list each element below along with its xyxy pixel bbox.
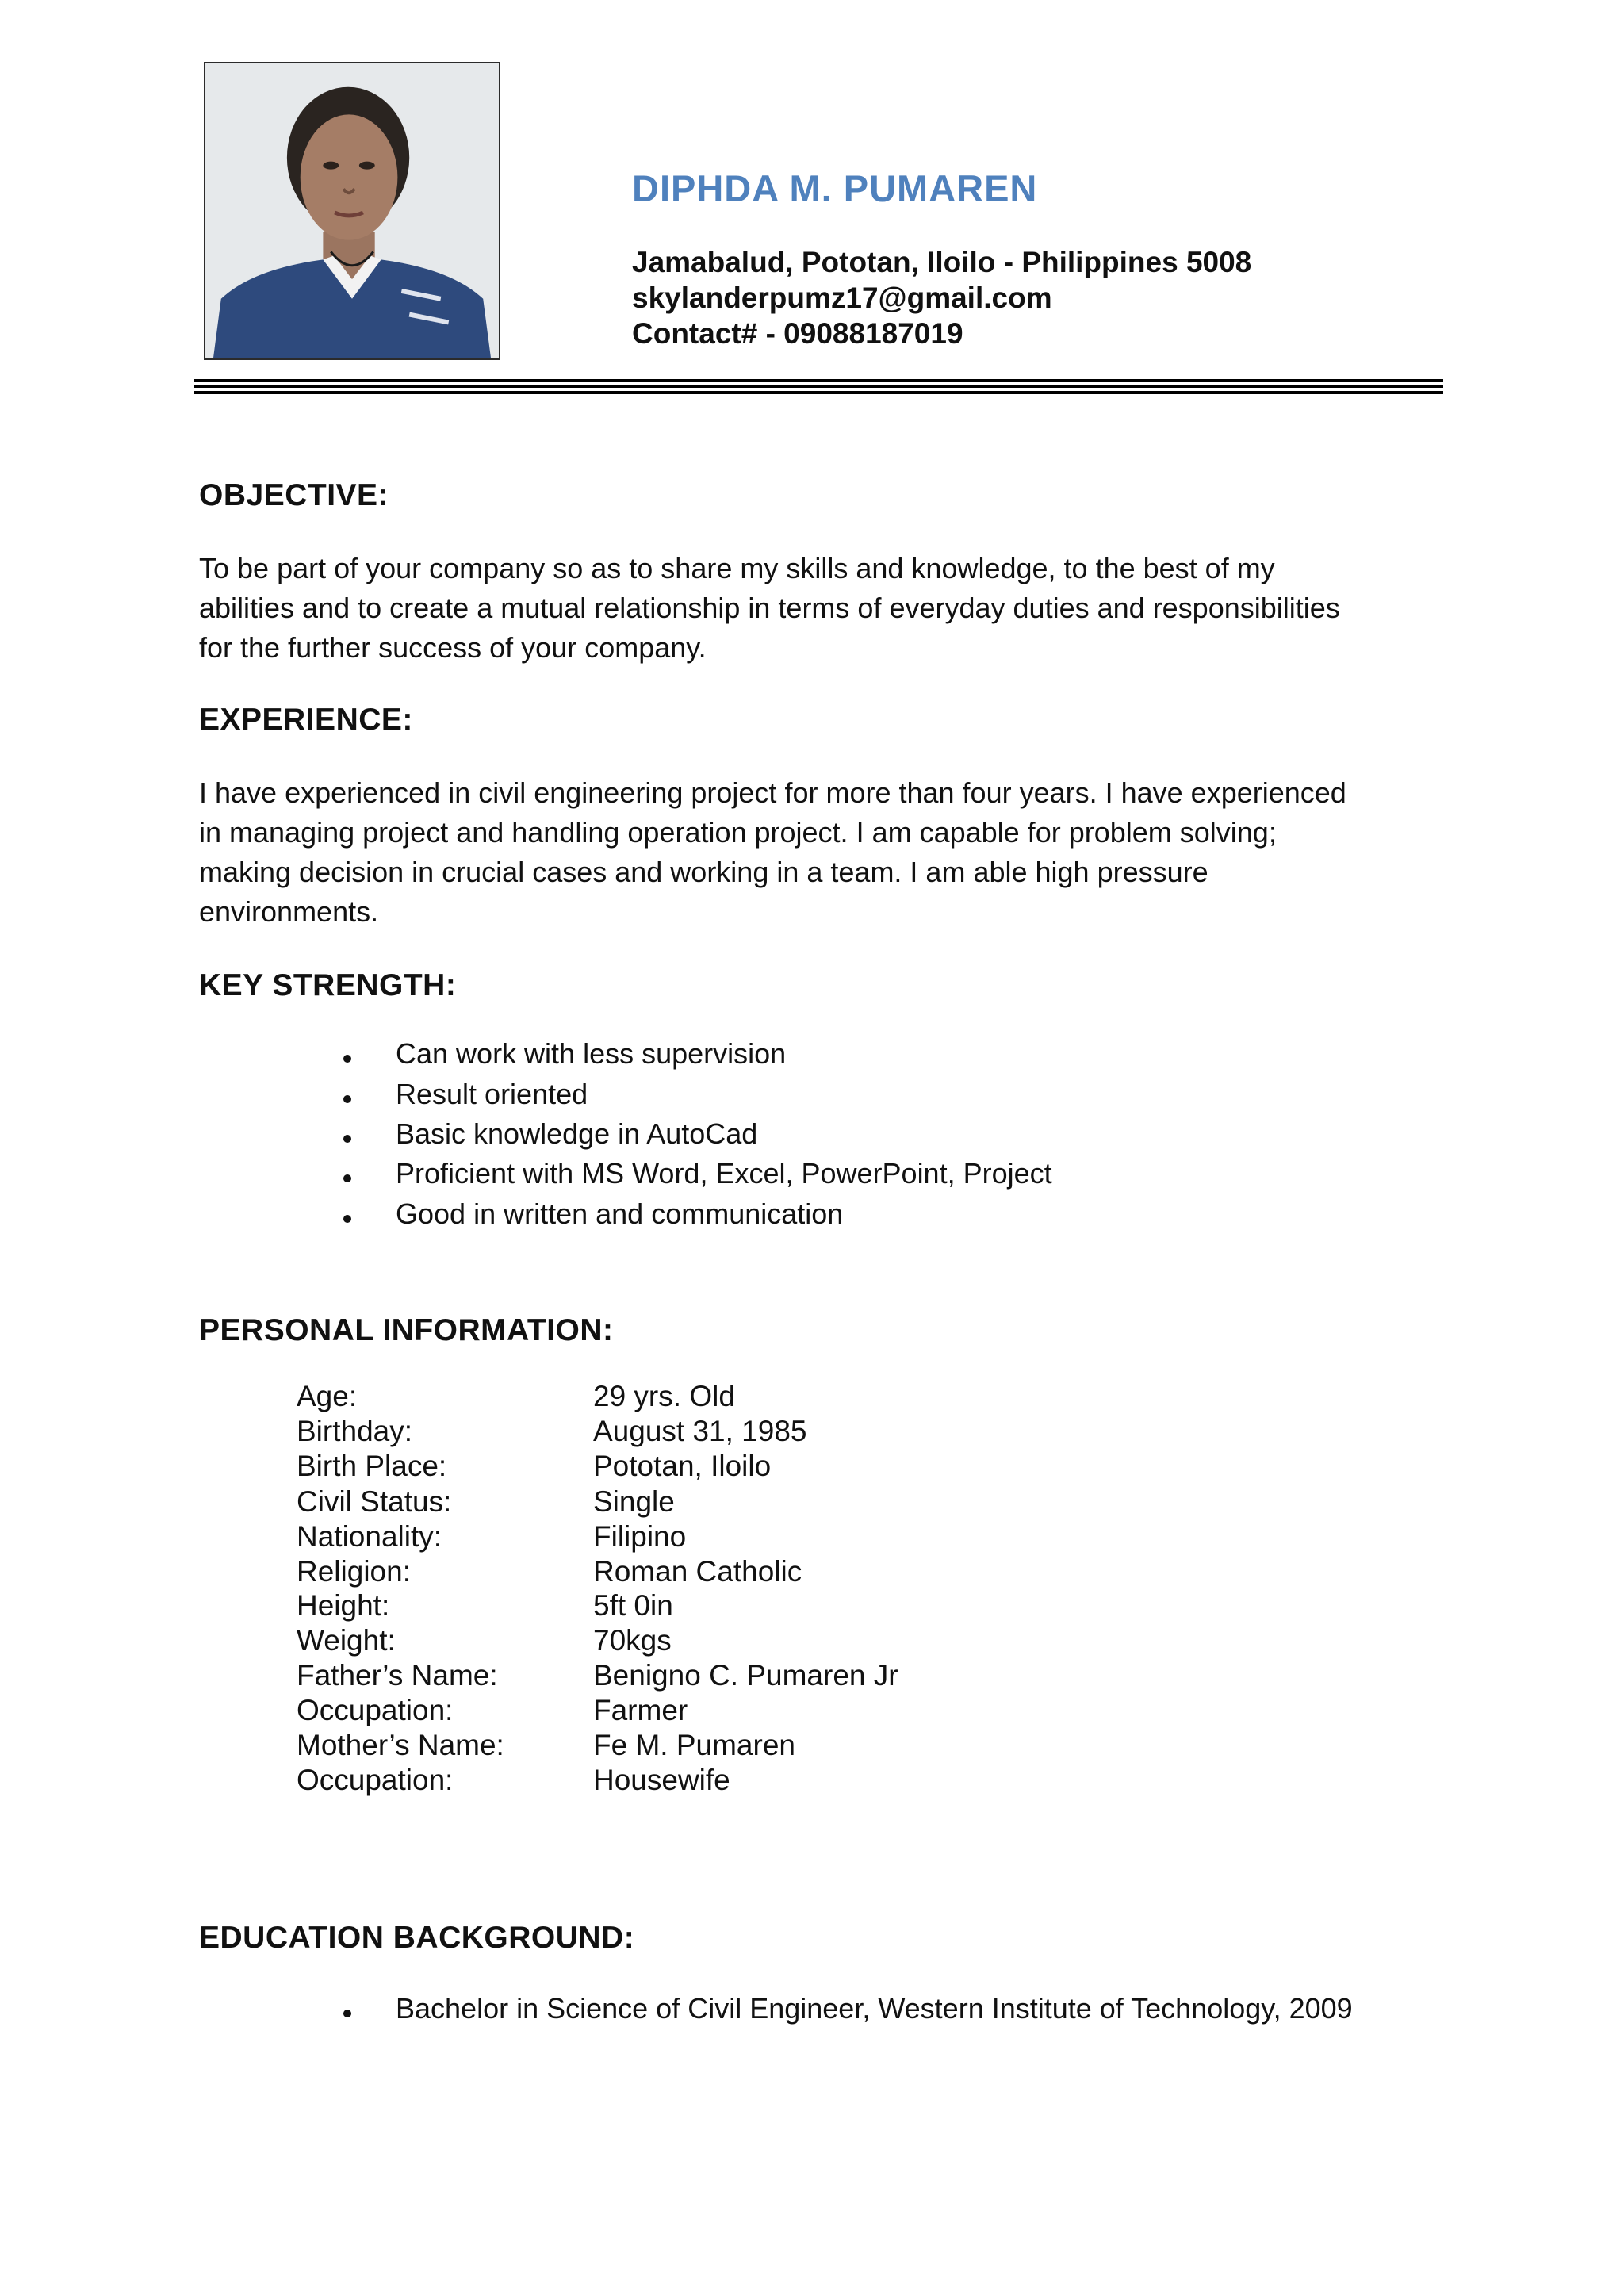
contact-block [632, 244, 1251, 351]
header-rule-top [194, 379, 1443, 382]
objective-line: To be part of your company so as to share my skills and knowledge, to the best of my [199, 552, 1275, 584]
experience-line: making decision in crucial cases and working in a team. I am able high pressure [199, 856, 1208, 888]
objective-heading: OBJECTIVE: [199, 478, 389, 512]
experience-text [199, 773, 1468, 932]
candidate-name: DIPHDA M. PUMAREN [632, 167, 1038, 209]
key-strength-heading: KEY STRENGTH: [199, 968, 457, 1002]
objective-text [199, 549, 1468, 668]
header-rule-middle [194, 385, 1443, 388]
experience-line: in managing project and handling operation project. I am capable for problem solving; [199, 816, 1277, 849]
objective-line: abilities and to create a mutual relationship in terms of everyday duties and responsibilities [199, 592, 1340, 624]
bullet-icon [343, 2010, 351, 2017]
bullet-icon [343, 1095, 351, 1103]
bullet-icon [343, 1055, 351, 1063]
objective-line: for the further success of your company. [199, 631, 707, 664]
resume-page: DIPHDA M. PUMAREN Jamabalud, Pototan, Iloilo - Philippines 5008 skylanderpumz17@gmail.com Contact# - 09088187019 OBJECTIVE: To be part of your company so as to share my skills and knowledge, to the best of my abilities and to create a mutual relationship in terms of everyday duties and responsibilities for the further success of your company. EXPERIENCE: I have experienced in civil engineering project for more than four years. I have experienced in managing project and handling operation project. I am capable for problem solving; making decision in crucial cases and working in a team. I am able high pressure environments. KEY STRENGTH: Can work with less supervision Result oriented Basic knowledge in AutoCad Proficient with MS Word, Excel, PowerPoint, Project Good in written and communication PERSONAL INFORMATION: Age: 29 yrs. Old Birthday: August 31, 1985 Birth Place: Pototan, Iloilo Civil Status: Single Nationality: Filipino Religion: Roman Catholic Height: 5ft 0in Weight: 70kgs Father’s Name: Benigno C. Pumaren Jr Occupation: Farmer Mother’s Name: Fe M. Pumaren Occupation: Housewife EDUCATION BACKGROUND: Bachelor in Science of Civil Engineer, Western Institute of Technology, 2009 [0, 0, 1624, 2295]
header-rule-bottom [194, 391, 1443, 394]
experience-heading: EXPERIENCE: [199, 703, 413, 737]
education-heading: EDUCATION BACKGROUND: [199, 1921, 635, 1955]
email-line: skylanderpumz17@gmail.com [632, 282, 1052, 314]
bullet-icon [343, 1135, 351, 1143]
personal-information-heading: PERSONAL INFORMATION: [199, 1313, 614, 1347]
address-line: Jamabalud, Pototan, Iloilo - Philippines 5008 [632, 246, 1252, 278]
bullet-icon [343, 1174, 351, 1182]
experience-line: I have experienced in civil engineering project for more than four years. I have experienced [199, 776, 1346, 809]
phone-line: Contact# - 09088187019 [632, 317, 963, 350]
experience-line: environments. [199, 895, 379, 928]
bullet-icon [343, 1215, 351, 1223]
profile-photo [204, 62, 500, 360]
profile-photo-image [205, 63, 499, 358]
